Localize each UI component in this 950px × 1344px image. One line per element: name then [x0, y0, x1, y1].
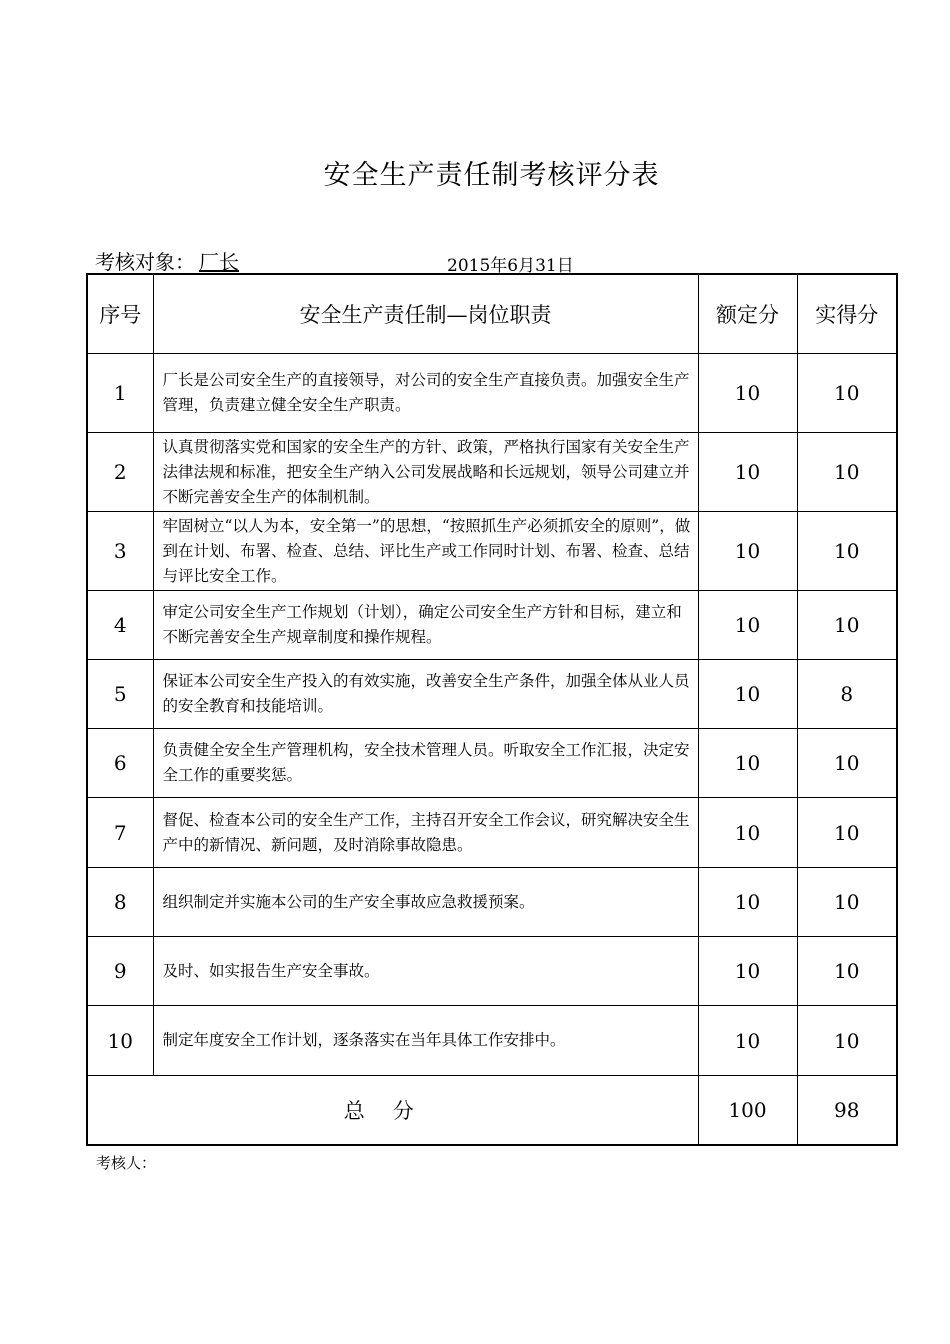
- table-row: [87, 433, 897, 512]
- row-actual: 10: [797, 433, 897, 512]
- table-row: [87, 729, 897, 798]
- row-actual: 10: [797, 937, 897, 1006]
- row-index: 1: [87, 354, 153, 433]
- row-index: 3: [87, 512, 153, 591]
- row-duty: 组织制定并实施本公司的生产安全事故应急救援预案。: [153, 868, 698, 937]
- table-row: [87, 798, 897, 868]
- row-quota: 10: [698, 354, 797, 433]
- row-actual: 10: [797, 868, 897, 937]
- row-index: 4: [87, 591, 153, 660]
- row-index: 6: [87, 729, 153, 798]
- row-duty: 厂长是公司安全生产的直接领导，对公司的安全生产直接负责。加强安全生产管理，负责建立健全安全生产职责。: [153, 354, 698, 433]
- row-duty: 制定年度安全工作计划，逐条落实在当年具体工作安排中。: [153, 1006, 698, 1076]
- row-index: 9: [87, 937, 153, 1006]
- page-title: 安全生产责任制考核评分表: [323, 160, 660, 191]
- table-row: [87, 1006, 897, 1076]
- row-index: 10: [87, 1006, 153, 1076]
- target-label: 考核对象：: [95, 250, 195, 274]
- row-quota: 10: [698, 591, 797, 660]
- table-row: [87, 937, 897, 1006]
- target-value: 厂长: [199, 250, 239, 274]
- row-index: 2: [87, 433, 153, 512]
- row-actual: 10: [797, 512, 897, 591]
- table-row: [87, 512, 897, 591]
- header-index: 序号: [87, 274, 153, 354]
- total-label: 总分: [87, 1076, 698, 1145]
- row-quota: 10: [698, 660, 797, 729]
- header-actual: 实得分: [797, 274, 897, 354]
- header-duty: 安全生产责任制—岗位职责: [153, 274, 698, 354]
- row-index: 7: [87, 798, 153, 868]
- row-actual: 10: [797, 798, 897, 868]
- table-row: [87, 354, 897, 433]
- score-table: [86, 273, 898, 1146]
- total-row: [87, 1076, 897, 1145]
- row-duty: 负责健全安全生产管理机构，安全技术管理人员。听取安全工作汇报，决定安全工作的重要奖惩。: [153, 729, 698, 798]
- row-duty: 及时、如实报告生产安全事故。: [153, 937, 698, 1006]
- header-quota: 额定分: [698, 274, 797, 354]
- total-quota: 100: [698, 1076, 797, 1145]
- assessment-meta: [95, 246, 574, 276]
- row-actual: 10: [797, 1006, 897, 1076]
- total-actual: 98: [797, 1076, 897, 1145]
- row-quota: 10: [698, 868, 797, 937]
- row-actual: 10: [797, 354, 897, 433]
- table-row: [87, 660, 897, 729]
- row-actual: 8: [797, 660, 897, 729]
- row-quota: 10: [698, 729, 797, 798]
- row-quota: 10: [698, 798, 797, 868]
- table-row: [87, 591, 897, 660]
- row-actual: 10: [797, 591, 897, 660]
- row-duty: 牢固树立“以人为本，安全第一”的思想，“按照抓生产必须抓安全的原则”，做到在计划、布署、检查、总结、评比生产或工作同时计划、布署、检查、总结与评比安全工作。: [153, 512, 698, 591]
- row-quota: 10: [698, 937, 797, 1006]
- row-duty: 保证本公司安全生产投入的有效实施，改善安全生产条件，加强全体从业人员的安全教育和技能培训。: [153, 660, 698, 729]
- assessment-date: 2015年6月31日: [447, 256, 574, 276]
- row-index: 8: [87, 868, 153, 937]
- row-index: 5: [87, 660, 153, 729]
- row-quota: 10: [698, 512, 797, 591]
- row-quota: 10: [698, 1006, 797, 1076]
- header-row: [87, 274, 897, 354]
- row-duty: 督促、检查本公司的安全生产工作，主持召开安全工作会议，研究解决安全生产中的新情况、新问题，及时消除事故隐患。: [153, 798, 698, 868]
- reviewer-label: 考核人：: [96, 1154, 157, 1172]
- row-duty: 审定公司安全生产工作规划（计划），确定公司安全生产方针和目标，建立和不断完善安全生产规章制度和操作规程。: [153, 591, 698, 660]
- row-duty: 认真贯彻落实党和国家的安全生产的方针、政策，严格执行国家有关安全生产法律法规和标准，把安全生产纳入公司发展战略和长远规划，领导公司建立并不断完善安全生产的体制机制。: [153, 433, 698, 512]
- row-quota: 10: [698, 433, 797, 512]
- table-row: [87, 868, 897, 937]
- row-actual: 10: [797, 729, 897, 798]
